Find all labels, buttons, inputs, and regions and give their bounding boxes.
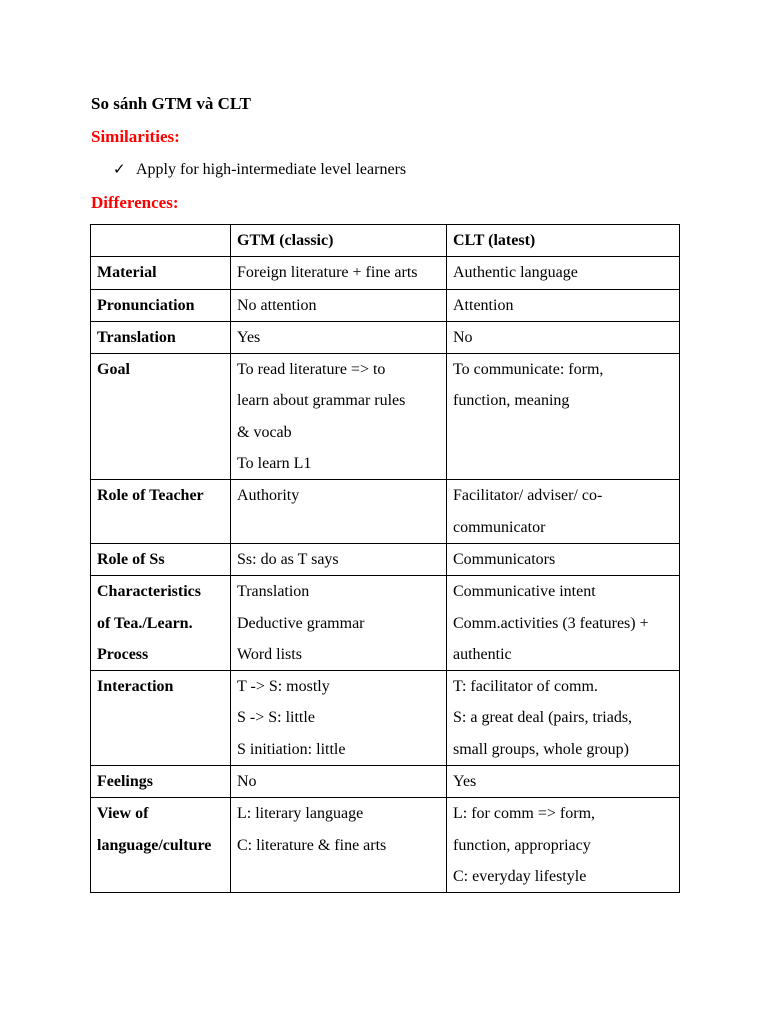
- cell-line: Material: [97, 264, 157, 282]
- clt-cell: [447, 766, 680, 798]
- table-row: [91, 671, 680, 766]
- row-label: [91, 321, 231, 353]
- table-row: [91, 289, 680, 321]
- gtm-cell: [231, 354, 447, 480]
- cell-line: Authentic language: [453, 264, 578, 282]
- cell-line: L: for comm => form,: [453, 805, 596, 823]
- cell-line: Role of Teacher: [97, 487, 204, 505]
- cell-line: No attention: [237, 296, 317, 314]
- cell-line: Ss: do as T says: [237, 550, 339, 568]
- cell-line: Communicators: [453, 550, 556, 568]
- table-header-row: [91, 225, 680, 257]
- cell-line: C: everyday lifestyle: [453, 867, 587, 885]
- cell-line: Characteristics: [97, 583, 201, 601]
- row-label: [91, 354, 231, 480]
- cell-line: communicator: [453, 518, 546, 536]
- gtm-cell: [231, 289, 447, 321]
- table-row: [91, 543, 680, 575]
- row-label: [91, 671, 231, 766]
- cell-line: Pronunciation: [97, 296, 195, 314]
- gtm-cell: [231, 543, 447, 575]
- cell-line: To communicate: form,: [453, 361, 604, 379]
- cell-line: L: literary language: [237, 805, 364, 823]
- table-row: [91, 576, 680, 671]
- cell-line: Translation: [237, 583, 310, 601]
- clt-cell: [447, 671, 680, 766]
- cell-line: No: [453, 328, 473, 346]
- cell-line: Yes: [237, 328, 261, 346]
- table-row: [91, 321, 680, 353]
- table-row: [91, 766, 680, 798]
- cell-line: learn about grammar rules: [237, 392, 406, 410]
- clt-cell: [447, 543, 680, 575]
- cell-line: small groups, whole group): [453, 740, 629, 758]
- cell-line: & vocab: [237, 423, 292, 441]
- cell-line: of Tea./Learn.: [97, 614, 193, 632]
- checkmark-icon: ✓: [113, 162, 126, 178]
- cell-line: To learn L1: [237, 455, 312, 473]
- cell-line: Goal: [97, 361, 130, 379]
- cell-line: Authority: [237, 487, 300, 505]
- cell-line: Role of Ss: [97, 550, 165, 568]
- cell-line: T: facilitator of comm.: [453, 678, 598, 696]
- clt-cell: [447, 798, 680, 893]
- cell-line: Translation: [97, 328, 176, 346]
- gtm-cell: [231, 798, 447, 893]
- row-label: [91, 480, 231, 544]
- similarity-bullet: [113, 159, 406, 181]
- column-header-gtm: GTM (classic): [231, 225, 447, 257]
- gtm-cell: [231, 480, 447, 544]
- similarities-heading: Similarities:: [91, 127, 180, 146]
- gtm-cell: [231, 576, 447, 671]
- gtm-cell: [231, 766, 447, 798]
- row-label: [91, 766, 231, 798]
- cell-line: To read literature => to: [237, 361, 386, 379]
- cell-line: Process: [97, 645, 149, 663]
- cell-line: Facilitator/ adviser/ co-: [453, 487, 603, 505]
- clt-cell: [447, 354, 680, 480]
- clt-cell: [447, 289, 680, 321]
- cell-line: function, appropriacy: [453, 836, 591, 854]
- clt-cell: [447, 576, 680, 671]
- cell-line: View of: [97, 805, 149, 823]
- cell-line: T -> S: mostly: [237, 678, 330, 696]
- row-label: [91, 257, 231, 289]
- gtm-cell: [231, 257, 447, 289]
- clt-cell: [447, 480, 680, 544]
- row-label: [91, 289, 231, 321]
- row-label: [91, 543, 231, 575]
- cell-line: Word lists: [237, 645, 302, 663]
- cell-line: Interaction: [97, 678, 174, 696]
- cell-line: Deductive grammar: [237, 614, 365, 632]
- cell-line: Communicative intent: [453, 583, 596, 601]
- cell-line: C: literature & fine arts: [237, 836, 387, 854]
- cell-line: Attention: [453, 296, 514, 314]
- page-title: So sánh GTM và CLT: [91, 94, 251, 113]
- table-row: [91, 354, 680, 480]
- clt-cell: [447, 257, 680, 289]
- cell-line: S -> S: little: [237, 709, 315, 727]
- cell-line: authentic: [453, 645, 512, 663]
- gtm-cell: [231, 671, 447, 766]
- table-row: [91, 480, 680, 544]
- cell-line: language/culture: [97, 836, 212, 854]
- row-label: [91, 798, 231, 893]
- similarity-text: Apply for high-intermediate level learners: [136, 161, 407, 178]
- differences-heading: Differences:: [91, 193, 179, 212]
- gtm-cell: [231, 321, 447, 353]
- cell-line: function, meaning: [453, 392, 570, 410]
- cell-line: Comm.activities (3 features) +: [453, 614, 649, 632]
- cell-line: Feelings: [97, 773, 153, 791]
- cell-line: No: [237, 773, 257, 791]
- table-row: [91, 798, 680, 893]
- clt-cell: [447, 321, 680, 353]
- cell-line: S: a great deal (pairs, triads,: [453, 709, 633, 727]
- column-header-empty: [91, 225, 231, 257]
- cell-line: Yes: [453, 773, 477, 791]
- comparison-table: [90, 224, 680, 893]
- cell-line: Foreign literature + fine arts: [237, 264, 418, 282]
- column-header-clt: CLT (latest): [447, 225, 680, 257]
- cell-line: S initiation: little: [237, 740, 346, 758]
- table-row: [91, 257, 680, 289]
- row-label: [91, 576, 231, 671]
